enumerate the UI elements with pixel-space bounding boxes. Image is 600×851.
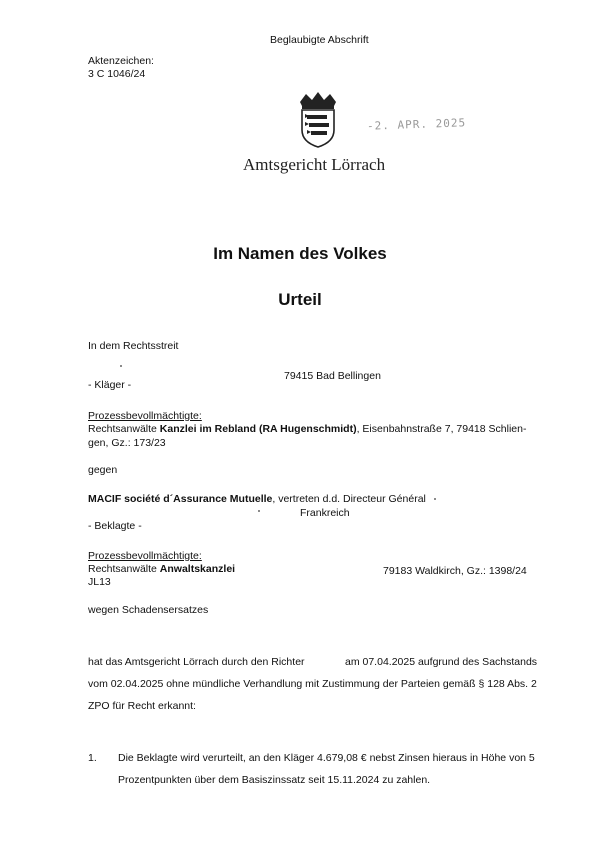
file-reference-value: 3 C 1046/24 — [88, 68, 146, 80]
plaintiff-city: 79415 Bad Bellingen — [284, 370, 381, 382]
plaintiff-counsel-name: Kanzlei im Rebland (RA Hugenschmidt) — [159, 423, 357, 435]
defendant-counsel-city: 79183 Waldkirch, Gz.: 1398/24 — [383, 565, 527, 577]
defendant-counsel-heading: Prozessbevollmächtigte: — [88, 550, 202, 562]
heading-in-the-name: Im Namen des Volkes — [213, 244, 387, 263]
file-reference-label: Aktenzeichen: — [88, 55, 154, 67]
defendant-role: - Beklagte - — [88, 520, 142, 532]
coat-of-arms-icon — [296, 90, 340, 148]
item1-line2: Prozentpunkten über dem Basiszinssatz seit 15.11.2024 zu zahlen. — [118, 774, 431, 786]
certified-copy-label: Beglaubigte Abschrift — [270, 34, 369, 46]
court-name: Amtsgericht Lörrach — [243, 155, 386, 174]
defendant-country: Frankreich — [300, 507, 350, 519]
defendant-counsel-name: Anwaltskanzlei — [159, 563, 236, 575]
intro-line1b: am 07.04.2025 aufgrund des Sachstands — [345, 656, 538, 668]
defendant-line — [88, 492, 426, 506]
received-stamp: -2. APR. 2025 — [366, 116, 467, 133]
plaintiff-counsel-prefix: Rechtsanwälte — [88, 423, 160, 435]
plaintiff-counsel-address: , Eisenbahnstraße 7, 79418 Schlien- — [356, 423, 527, 435]
plaintiff-counsel-line1 — [88, 422, 526, 436]
versus-label: gegen — [88, 464, 118, 476]
defendant-counsel-line1 — [88, 562, 235, 576]
redaction-mark — [120, 365, 122, 367]
plaintiff-counsel-heading: Prozessbevollmächtigte: — [88, 410, 202, 422]
redaction-mark — [258, 510, 260, 512]
item-number: 1. — [88, 752, 97, 764]
intro-line3: ZPO für Recht erkannt: — [88, 700, 196, 712]
intro-line1a: hat das Amtsgericht Lörrach durch den Richter — [88, 656, 305, 668]
plaintiff-counsel-line2: gen, Gz.: 173/23 — [88, 437, 166, 449]
intro-line2: vom 02.04.2025 ohne mündliche Verhandlung mit Zustimmung der Parteien gemäß § 128 Abs. 2 — [88, 678, 537, 690]
plaintiff-role: - Kläger - — [88, 379, 132, 391]
defendant-counsel-reference: JL13 — [88, 576, 111, 588]
defendant-counsel-prefix: Rechtsanwälte — [88, 563, 160, 575]
defendant-name: MACIF société d´Assurance Mutuelle — [88, 493, 273, 505]
redaction-mark — [434, 498, 436, 500]
in-dispute-label: In dem Rechtsstreit — [88, 340, 179, 352]
item1-line1: Die Beklagte wird verurteilt, an den Kläger 4.679,08 € nebst Zinsen hieraus in Höhe von 5 — [118, 752, 535, 764]
defendant-representative: , vertreten d.d. Directeur Général — [272, 493, 426, 505]
heading-judgment: Urteil — [278, 290, 322, 309]
subject-line: wegen Schadensersatzes — [88, 604, 209, 616]
